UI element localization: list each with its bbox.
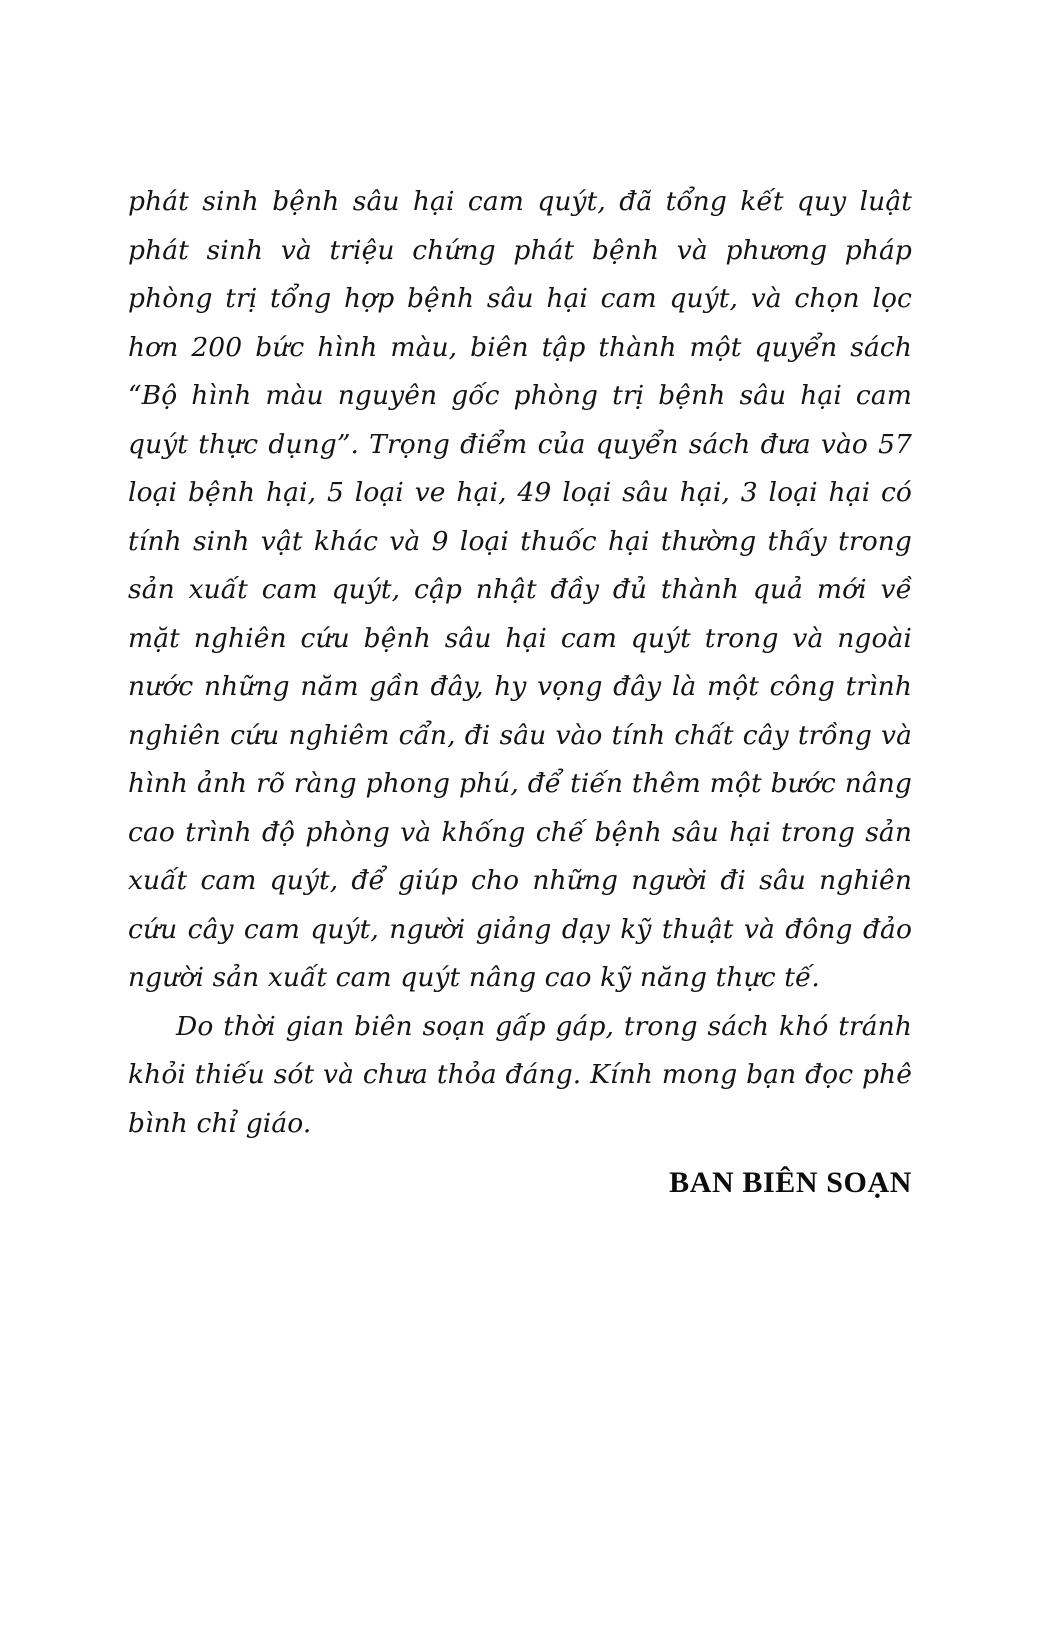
signature-line: BAN BIÊN SOẠN	[669, 1166, 912, 1199]
document-body	[128, 178, 912, 1148]
paragraph-closing: Do thời gian biên soạn gấp gáp, trong sách khó tránh khỏi thiếu sót và chưa thỏa đáng. Kính mong bạn đọc phê bình chỉ giáo.	[128, 1010, 912, 1139]
paragraph-continued: phát sinh bệnh sâu hại cam quýt, đã tổng kết quy luật phát sinh và triệu chứng phát bệnh và phương pháp phòng trị tổng hợp bệnh sâu hại cam quýt, và chọn lọc hơn 200 bức hình màu, biên tập thành một quyển sách “Bộ hình màu nguyên gốc phòng trị bệnh sâu hại cam quýt thực dụng”. Trọng điểm của quyển sách đưa vào 57 loại bệnh hại, 5 loại ve hại, 49 loại sâu hại, 3 loại hại có tính sinh vật khác và 9 loại thuốc hại thường thấy trong sản xuất cam quýt, cập nhật đầy đủ thành quả mới về mặt nghiên cứu bệnh sâu hại cam quýt trong và ngoài nước những năm gần đây, hy vọng đây là một công trình nghiên cứu nghiêm cẩn, đi sâu vào tính chất cây trồng và hình ảnh rõ ràng phong phú, để tiến thêm một bước nâng cao trình độ phòng và khống chế bệnh sâu hại trong sản xuất cam quýt, để giúp cho những người đi sâu nghiên cứu cây cam quýt, người giảng dạy kỹ thuật và đông đảo người sản xuất cam quýt nâng cao kỹ năng thực tế.	[128, 186, 912, 993]
